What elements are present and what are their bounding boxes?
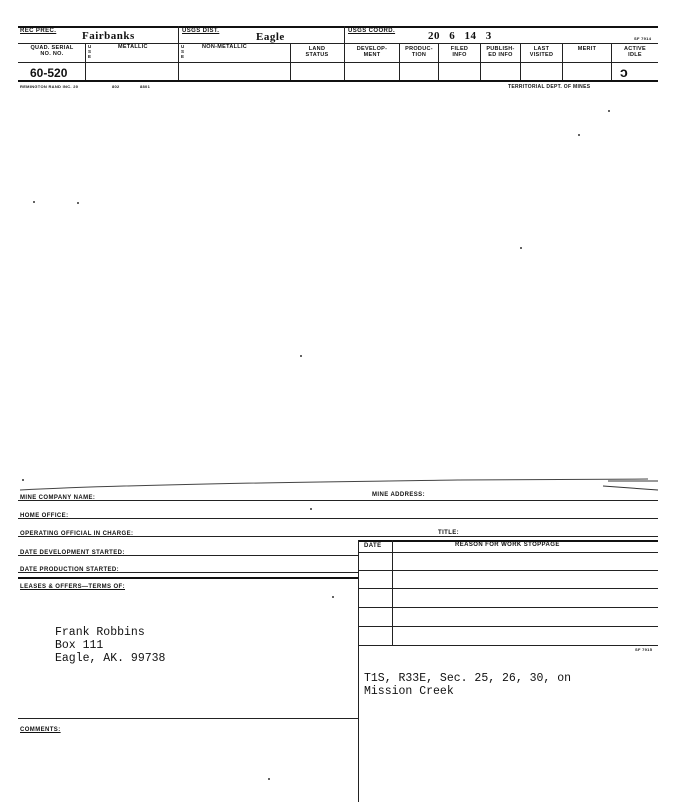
use-non-metallic-label: U S E: [181, 44, 185, 59]
active-idle-label: ACTIVE IDLE: [624, 46, 646, 58]
printer-code: 802: [112, 84, 120, 89]
rec-prec-value: Fairbanks: [82, 30, 135, 42]
top-form-number: SF 7914: [634, 36, 652, 41]
date-development-label: DATE DEVELOPMENT STARTED:: [20, 550, 125, 556]
development-label: DEVELOP- MENT: [356, 46, 388, 58]
comments-label: COMMENTS:: [20, 727, 61, 733]
operating-official-label: OPERATING OFFICIAL IN CHARGE:: [20, 531, 134, 537]
printer-code-2: 8801: [140, 84, 151, 89]
leases-label: LEASES & OFFERS—TERMS OF:: [20, 584, 126, 590]
mine-address-label: MINE ADDRESS:: [372, 492, 425, 498]
usgs-coord-label: USGS COORD.: [348, 28, 396, 34]
location-description: T1S, R33E, Sec. 25, 26, 30, on Mission Creek: [364, 672, 572, 698]
quad-serial-no-label: NO. NO.: [40, 51, 64, 57]
usgs-dist-label: USGS DIST.: [182, 28, 220, 34]
reason-column-header: REASON FOR WORK STOPPAGE: [455, 542, 560, 548]
home-office-label: HOME OFFICE:: [20, 513, 69, 519]
bottom-form-number: SF 7915: [635, 647, 653, 652]
card-edge: [18, 476, 662, 496]
mine-company-label: MINE COMPANY NAME:: [20, 495, 96, 501]
rec-prec-label: REC PREC.: [20, 28, 57, 34]
land-status-label: LAND STATUS: [305, 46, 329, 58]
merit-label: MERIT: [577, 46, 597, 52]
owner-address: Frank Robbins Box 111 Eagle, AK. 99738: [55, 626, 166, 665]
usgs-dist-value: Eagle: [256, 31, 285, 43]
use-metallic-label: U S E: [88, 44, 92, 59]
date-production-label: DATE PRODUCTION STARTED:: [20, 567, 120, 573]
title-label: TITLE:: [438, 530, 460, 536]
published-info-label: PUBLISH- ED INFO: [486, 46, 515, 58]
quad-serial-label: QUAD. SERIAL: [30, 45, 74, 51]
production-label: PRODUC- TION: [405, 46, 433, 58]
non-metallic-label: NON-METALLIC: [202, 44, 248, 50]
date-column-header: DATE: [364, 543, 382, 549]
last-visited-label: LAST VISITED: [529, 46, 554, 58]
department-label: TERRITORIAL DEPT. OF MINES: [508, 84, 591, 90]
metallic-label: METALLIC: [118, 44, 148, 50]
usgs-coord-value: 20 6 14 3: [428, 30, 492, 42]
printer-mark: REMINGTON RAND INC. 20: [20, 84, 79, 89]
serial-value: 60-520: [30, 66, 68, 80]
filed-info-label: FILED INFO: [450, 46, 469, 58]
active-mark: ↄ: [620, 64, 628, 80]
